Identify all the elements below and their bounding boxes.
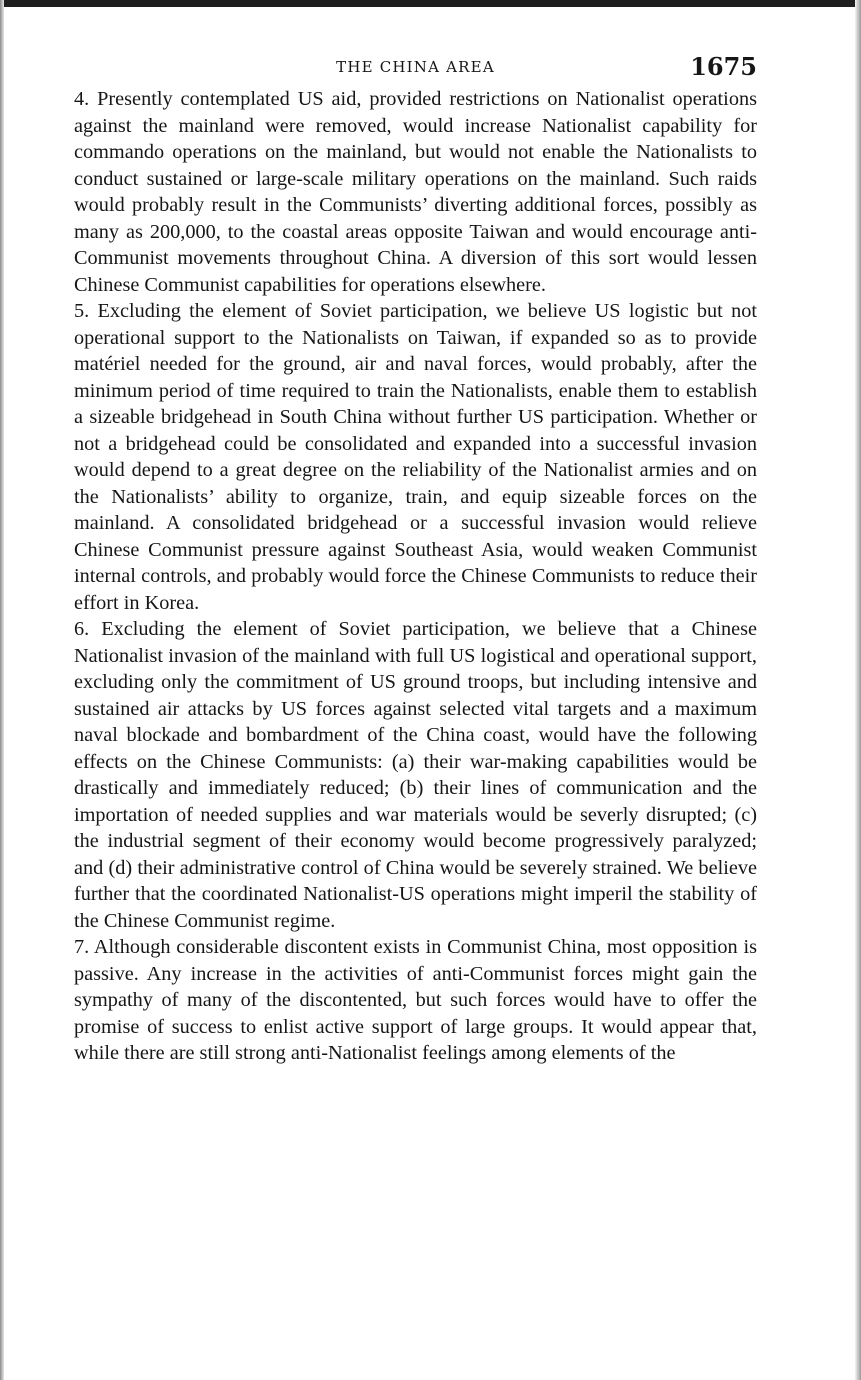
paragraph-5: 5. Excluding the element of Soviet participation, we believe US logistic but not operational support to the Nationalists on Taiwan, if expanded so as to provide matériel needed for the ground, air and naval forces, would probably, after the minimum period of time required to train the Nationalists, enable them to establish a sizeable bridgehead in South China without further US participation. Whether or not a bridgehead could be consolidated and expanded into a successful invasion would depend to a great degree on the reliability of the Nationalist armies and on the Nationalists’ ability to organize, train, and equip sizeable forces on the mainland. A consolidated bridgehead or a successful invasion would relieve Chinese Communist pressure against Southeast Asia, would weaken Communist internal controls, and probably would force the Chinese Communists to reduce their effort in Korea.: [74, 300, 757, 614]
page-number: 1675: [690, 52, 757, 81]
page-right-edge: [855, 0, 861, 1380]
paragraph-4: 4. Presently contemplated US aid, provided restrictions on Nationalist operations against the mainland were removed, would increase Nationalist capability for commando operations on the mainland, but would not enable the Nationalists to conduct sustained or large-scale military operations on the mainland. Such raids would probably result in the Communists’ diverting additional forces, possibly as many as 200,000, to the coastal areas opposite Taiwan and would encourage anti-Communist movements throughout China. A diversion of this sort would lessen Chinese Communist capabilities for operations elsewhere.: [74, 88, 757, 296]
running-header: [74, 52, 757, 86]
document-page: [74, 52, 757, 1067]
paragraph-7: 7. Although considerable discontent exists in Communist China, most opposition is passive. Any increase in the activities of anti-Communist forces might gain the sympathy of many of the discontented, but such forces would have to offer the promise of success to enlist active support of large groups. It would appear that, while there are still strong anti-Nationalist feelings among elements of the: [74, 936, 757, 1064]
running-title: THE CHINA AREA: [336, 58, 495, 76]
paragraph-6: 6. Excluding the element of Soviet participation, we believe that a Chinese Nationalist invasion of the mainland with full US logistical and operational support, excluding only the commitment of US ground troops, but including intensive and sustained air attacks by US forces against selected vital targets and a maximum naval blockade and bombardment of the China coast, would have the following effects on the Chinese Communists: (a) their war-making capabilities would be drastically and immediately reduced; (b) their lines of communication and the importation of needed supplies and war materials would be severly disrupted; (c) the industrial segment of their economy would become progressively paralyzed; and (d) their administrative control of China would be severely strained. We believe further that the coordinated Nationalist-US operations might imperil the stability of the Chinese Communist regime.: [74, 618, 757, 932]
top-edge-rule: [0, 0, 861, 7]
page-left-edge: [0, 0, 4, 1380]
